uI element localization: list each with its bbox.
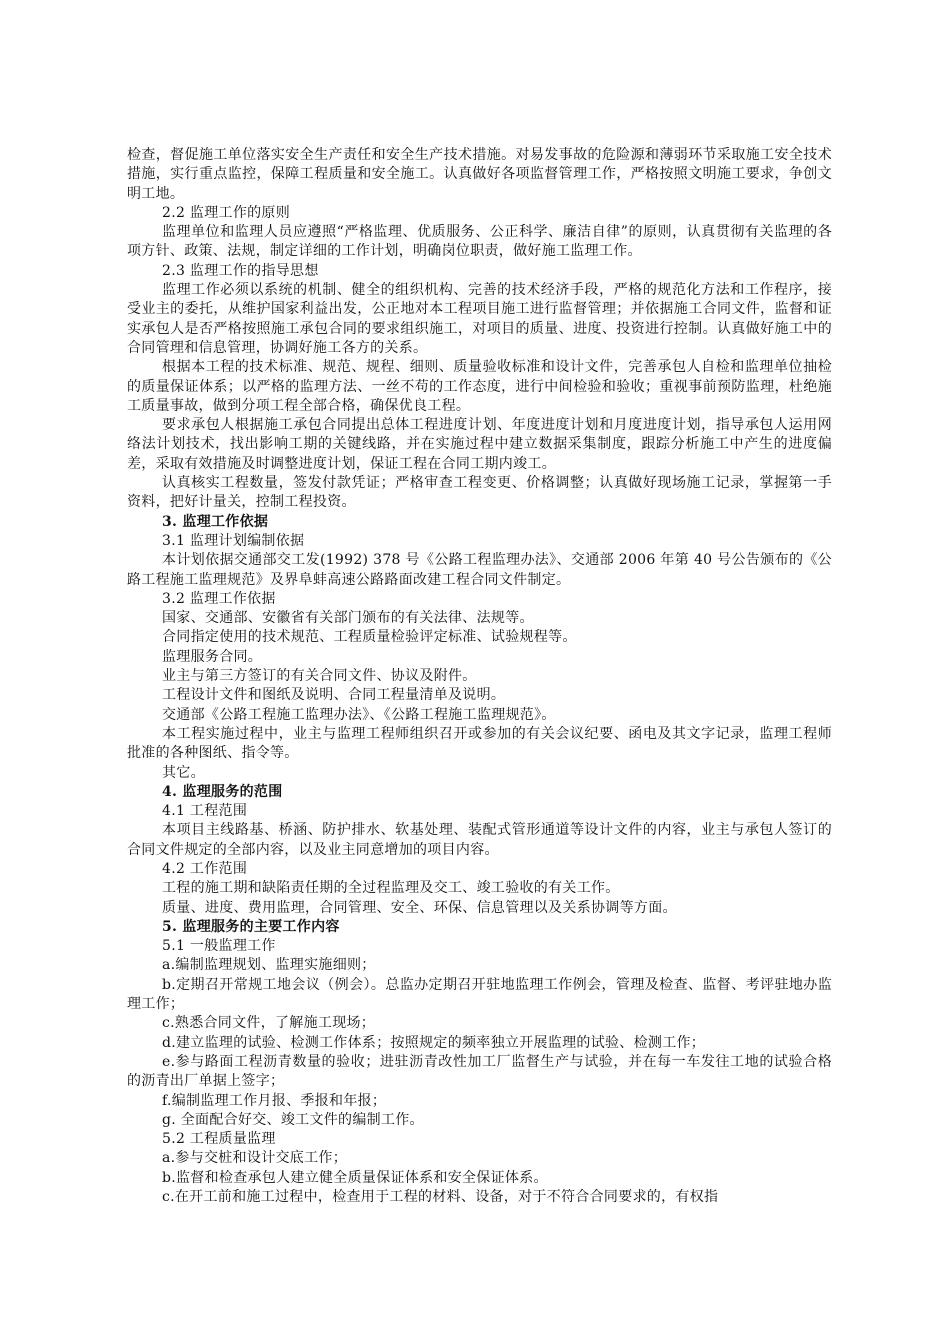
subsection-heading: 2.2 监理工作的原则 [162,204,291,221]
section-heading: 4. 监理服务的范围 [162,783,283,800]
section-heading: 3. 监理工作依据 [162,513,269,530]
paragraph: c.熟悉合同文件，了解施工现场； [162,1015,376,1032]
paragraph: a.参与交桩和设计交底工作； [162,1150,347,1167]
paragraph: b.监督和检查承包人建立健全质量保证体系和安全保证体系。 [162,1169,548,1186]
subsection-heading: 5.1 一般监理工作 [162,938,276,955]
paragraph: 质量、进度、费用监理，合同管理、安全、环保、信息管理以及关系协调等方面。 [162,899,677,916]
paragraph: 工程设计文件和图纸及说明、合同工程量清单及说明。 [162,687,506,704]
paragraph: e.参与路面工程沥青数量的验收；进驻沥青改性加工厂监督生产与试验，并在每一车发往工地的试验合格的沥青出厂单据上签字； [127,1053,832,1090]
section-heading: 5. 监理服务的主要工作内容 [162,918,340,935]
paragraph: 工程的施工期和缺陷责任期的全过程监理及交工、竣工验收的有关工作。 [162,880,620,897]
paragraph: 国家、交通部、安徽省有关部门颁布的有关法律、法规等。 [162,610,534,627]
subsection-heading: 2.3 监理工作的指导思想 [162,262,319,279]
paragraph: d.建立监理的试验、检测工作体系；按照规定的频率独立开展监理的试验、检测工作； [162,1034,706,1051]
paragraph: 其它。 [162,764,205,781]
paragraph: b.定期召开常规工地会议（例会）。总监办定期召开驻地监理工作例会，管理及检查、监督、考评驻地办监理工作； [127,976,832,1013]
document-page [127,146,832,1207]
paragraph: 本项目主线路基、桥涵、防护排水、软基处理、装配式管形通道等设计文件的内容，业主与承包人签订的合同文件规定的全部内容，以及业主同意增加的项目内容。 [127,822,832,858]
paragraph: 监理服务合同。 [162,648,263,665]
subsection-heading: 4.2 工作范围 [162,860,248,877]
subsection-heading: 3.2 监理工作依据 [162,590,276,607]
paragraph: 监理工作必须以系统的机制、健全的组织机构、完善的技术经济手段，严格的规范化方法和工作程序，接受业主的委托，从维护国家利益出发，公正地对本工程项目施工进行监督管理；并依据施工合同文件，监督和证实承包人是否严格按照施工承包合同的要求组织施工，对项目的质量、进度、投资进行控制。认真做好施工中的合同管理和信息管理，协调好施工各方的关系。 [127,282,832,356]
paragraph: f.编制监理工作月报、季报和年报； [162,1092,387,1109]
paragraph: 本工程实施过程中，业主与监理工程师组织召开或参加的有关会议纪要、函电及其文字记录，监理工程师批准的各种图纸、指令等。 [127,725,832,762]
paragraph: c.在开工前和施工过程中，检查用于工程的材料、设备，对于不符合合同要求的，有权指 [162,1189,719,1206]
paragraph: 根据本工程的技术标准、规范、规程、细则、质量验收标准和设计文件，完善承包人自检和监理单位抽检的质量保证体系；以严格的监理方法、一丝不苟的工作态度，进行中间检验和验收；重视事前预防监理，杜绝施工质量事故，做到分项工程全部合格，确保优良工程。 [127,359,832,414]
paragraph: 本计划依据交通部交工发(1992) 378 号《公路工程监理办法》、交通部 2006 年第 40 号公告颁布的《公路工程施工监理规范》及界阜蚌高速公路路面改建工程合同文件制定。 [127,552,832,588]
subsection-heading: 3.1 监理计划编制依据 [162,532,305,549]
paragraph: 要求承包人根据施工承包合同提出总体工程进度计划、年度进度计划和月度进度计划，指导承包人运用网络法计划技术，找出影响工期的关键线路，并在实施过程中建立数据采集制度，跟踪分析施工中产生的进度偏差，采取有效措施及时调整进度计划，保证工程在合同工期内竣工。 [127,417,832,472]
paragraph: g. 全面配合好交、竣工文件的编制工作。 [162,1111,424,1128]
paragraph: 监理单位和监理人员应遵照“严格监理、优质服务、公正科学、廉洁自律”的原则，认真贯彻有关监理的各项方针、政策、法规，制定详细的工作计划，明确岗位职责，做好施工监理工作。 [127,224,832,260]
paragraph-continuation: 检查，督促施工单位落实安全生产责任和安全生产技术措施。对易发事故的危险源和薄弱环节采取施工安全技术措施，实行重点监控，保障工程质量和安全施工。认真做好各项监督管理工作，严格按照文明施工要求，争创文明工地。 [127,147,832,202]
paragraph: 合同指定使用的技术规范、工程质量检验评定标准、试验规程等。 [162,629,577,646]
paragraph: a.编制监理规划、监理实施细则； [162,957,376,974]
paragraph: 交通部《公路工程施工监理办法》、《公路工程施工监理规范》。 [162,706,556,723]
subsection-heading: 5.2 工程质量监理 [162,1131,276,1148]
paragraph: 业主与第三方签订的有关合同文件、协议及附件。 [162,668,477,685]
subsection-heading: 4.1 工程范围 [162,803,248,820]
paragraph: 认真核实工程数量，签发付款凭证；严格审查工程变更、价格调整；认真做好现场施工记录，掌握第一手资料，把好计量关，控制工程投资。 [127,475,832,511]
